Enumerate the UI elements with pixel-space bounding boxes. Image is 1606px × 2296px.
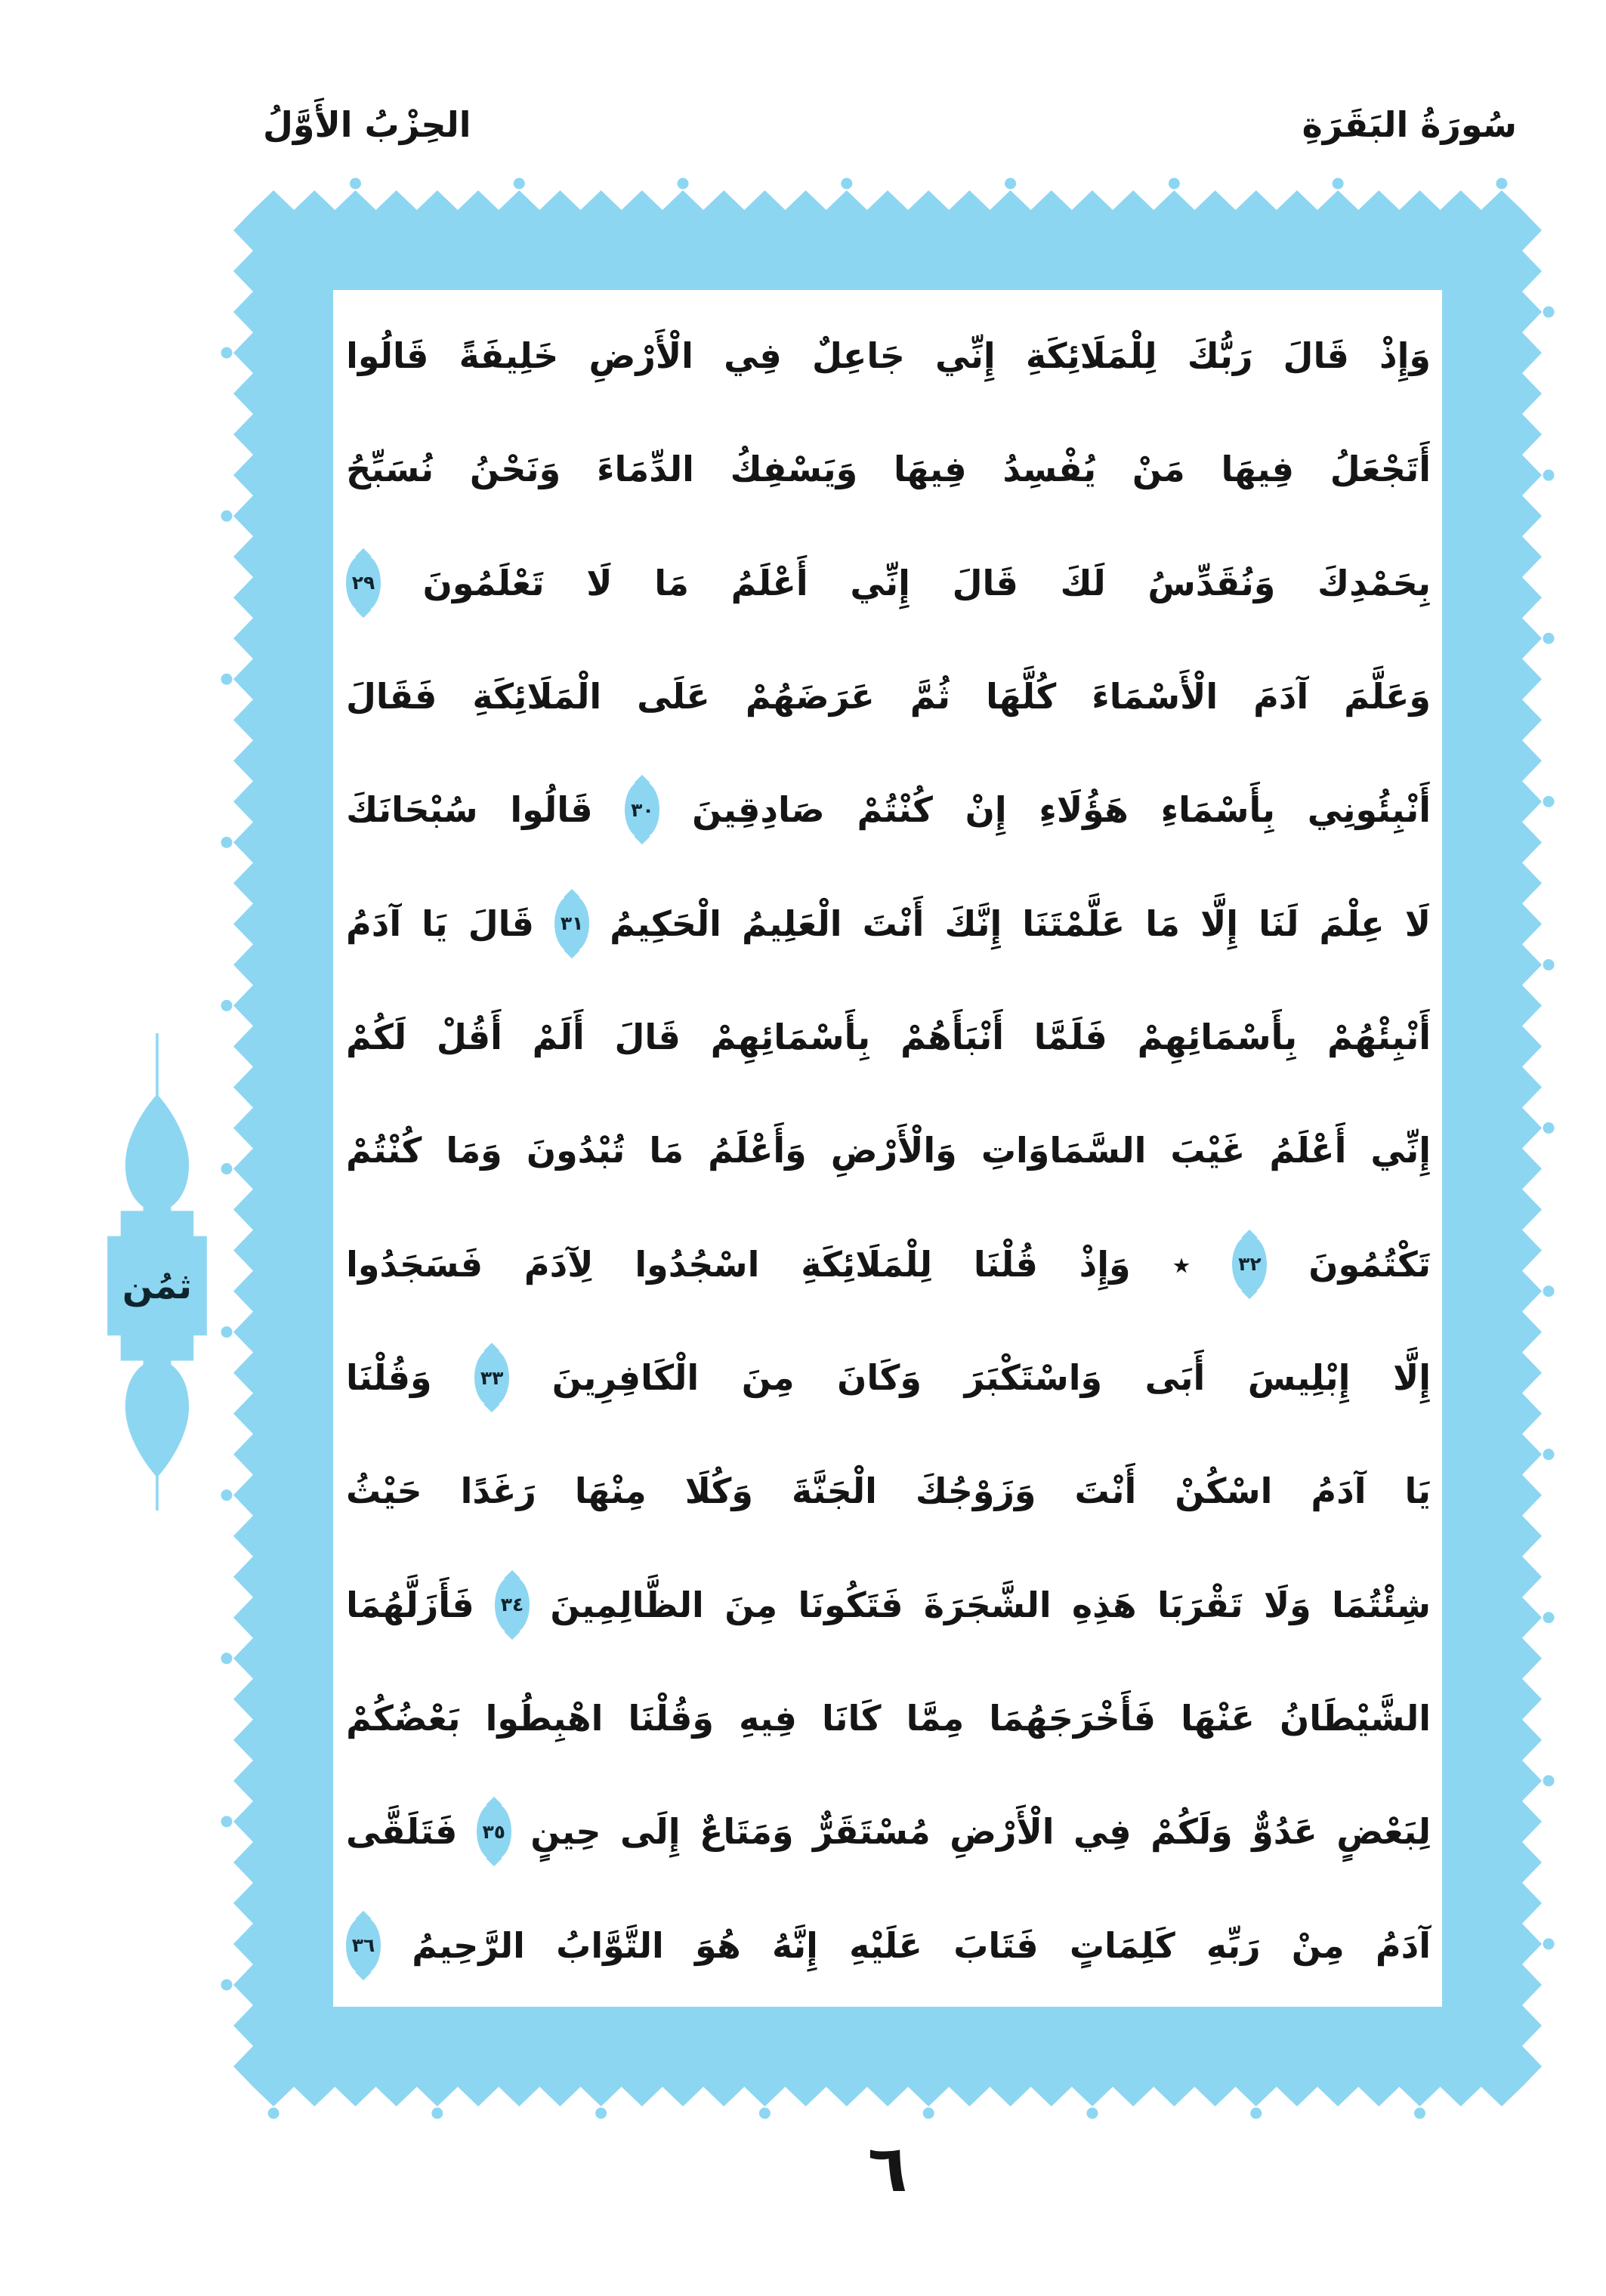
quran-word: قَالُوا	[346, 335, 429, 377]
quran-line	[346, 1321, 1431, 1434]
border-dot	[841, 178, 852, 190]
quran-word: مِنَ	[741, 1357, 795, 1399]
quran-word: عَلَّمْتَنَا	[1022, 903, 1126, 944]
quran-word: سُبْحَانَكَ	[346, 789, 478, 831]
quran-word: آدَمُ	[1375, 1924, 1431, 1966]
quran-word: عَلَيْهِ	[849, 1924, 922, 1966]
verse-number-marker	[474, 1349, 509, 1406]
quran-word: فَسَجَدُوا	[346, 1243, 483, 1285]
quran-word: تَقْرَبَا	[1157, 1584, 1243, 1625]
quran-word: قَالَ	[1283, 335, 1349, 377]
quran-word: مِمَّا	[906, 1698, 965, 1739]
border-dot	[350, 178, 361, 190]
border-dot	[221, 1653, 233, 1664]
quran-word: كُنْتُمْ	[857, 789, 933, 831]
border-dot	[221, 1000, 233, 1011]
border-dot	[1543, 307, 1555, 318]
quran-word: فَتَكُونَا	[798, 1584, 903, 1625]
quran-word: أَنْبِئْهُمْ	[1326, 1017, 1431, 1058]
quran-word: مَا	[649, 1130, 684, 1171]
quran-word: وَإِذْ	[1079, 1243, 1131, 1285]
quran-word: رَبِّهِ	[1206, 1924, 1261, 1966]
quran-word: عَنْهَا	[1181, 1698, 1255, 1739]
quran-word: قَالُوا	[510, 789, 593, 831]
quran-word: بَعْضُكُمْ	[346, 1698, 461, 1739]
quran-word: قُلْنَا	[973, 1243, 1038, 1285]
quran-word: فَأَزَلَّهُمَا	[346, 1584, 474, 1625]
quran-line	[346, 1208, 1431, 1321]
verse-number-marker	[346, 554, 381, 612]
quran-word: أَتَجْعَلُ	[1330, 449, 1431, 490]
quran-word: لِآدَمَ	[523, 1243, 594, 1285]
quran-word: أَعْلَمُ	[1269, 1130, 1347, 1171]
quran-word: تُبْدُونَ	[526, 1130, 625, 1171]
quran-word: وَنُقَدِّسُ	[1147, 562, 1276, 603]
quran-text-block	[346, 299, 1431, 2002]
border-dot	[221, 347, 233, 359]
quran-word: لِبَعْضٍ	[1336, 1811, 1431, 1853]
quran-word: يُفْسِدُ	[1002, 449, 1097, 490]
quran-word: الشَّيْطَانُ	[1280, 1698, 1431, 1739]
quran-word: حِينٍ	[530, 1811, 601, 1853]
quran-line	[346, 1662, 1431, 1775]
quran-word: مُسْتَقَرٌّ	[812, 1811, 931, 1853]
border-dot	[1543, 470, 1555, 481]
quran-word: مَا	[654, 562, 689, 603]
quran-word: فَلَمَّا	[1033, 1017, 1107, 1058]
quran-word: تَعْلَمُونَ	[422, 562, 545, 603]
border-dot	[923, 2108, 934, 2119]
verse-number: ٢٩	[351, 572, 375, 594]
border-dot	[221, 1979, 233, 1990]
quran-word: وَمَتَاعٌ	[699, 1811, 794, 1853]
quran-line	[346, 1434, 1431, 1548]
quran-word: أَلَمْ	[532, 1017, 585, 1058]
hizb-label: الحِزْبُ الأَوَّلُ	[263, 104, 471, 145]
quran-word: إِنْ	[965, 789, 1007, 831]
quran-word: وَقُلْنَا	[628, 1698, 715, 1739]
quran-word: الْأَسْمَاءَ	[1092, 676, 1218, 718]
border-dot	[759, 2108, 771, 2119]
quran-word: بِحَمْدِكَ	[1317, 562, 1431, 603]
border-dot	[268, 2108, 280, 2119]
quran-word: أَنْبِئُونِي	[1307, 789, 1431, 831]
quran-word: كَلِمَاتٍ	[1069, 1924, 1175, 1966]
border-dot	[514, 178, 525, 190]
border-dot	[1543, 1285, 1555, 1297]
quran-word: إِبْلِيسَ	[1247, 1357, 1351, 1399]
quran-word: لِلْمَلَائِكَةِ	[801, 1243, 933, 1285]
border-dot	[1543, 1775, 1555, 1786]
quran-word: وَكَانَ	[837, 1357, 922, 1399]
quran-line	[346, 867, 1431, 980]
quran-word: بِأَسْمَائِهِمْ	[710, 1017, 871, 1058]
quran-word: ٭	[1172, 1243, 1191, 1285]
quran-word: الْكَافِرِينَ	[551, 1357, 700, 1399]
border-dot	[221, 674, 233, 685]
quran-word: فَتَلَقَّى	[346, 1811, 458, 1853]
verse-number: ٣١	[560, 912, 584, 935]
quran-word: لَكُمْ	[346, 1017, 407, 1058]
quran-line	[346, 1094, 1431, 1207]
quran-word: الشَّجَرَةَ	[923, 1584, 1052, 1625]
verse-number-marker	[625, 781, 659, 838]
quran-word: عَرَضَهُمْ	[745, 676, 875, 718]
quran-word: كُنْتُمْ	[346, 1130, 422, 1171]
quran-word: خَلِيفَةً	[459, 335, 559, 377]
quran-word: وَكُلَا	[684, 1470, 754, 1512]
border-dot	[221, 511, 233, 522]
page-number: ٦	[867, 2131, 908, 2207]
quran-word: اسْكُنْ	[1175, 1470, 1273, 1512]
quran-word: التَّوَّابُ	[556, 1924, 664, 1966]
border-dot	[595, 2108, 607, 2119]
quran-line	[346, 640, 1431, 753]
quran-word: عَلَى	[637, 676, 710, 718]
quran-word: إِنَّكَ	[944, 903, 1002, 944]
quran-word: الْأَرْضِ	[950, 1811, 1055, 1853]
quran-word: شِئْتُمَا	[1332, 1584, 1431, 1625]
quran-word: وَعَلَّمَ	[1344, 676, 1431, 718]
verse-number-marker	[346, 1917, 381, 1974]
quran-word: لَا	[586, 562, 613, 603]
quran-word: فِي	[724, 335, 782, 377]
quran-word: أَقُلْ	[436, 1017, 502, 1058]
quran-line	[346, 753, 1431, 866]
quran-word: إِنِّي	[1370, 1130, 1431, 1171]
quran-word: وَيَسْفِكُ	[730, 449, 858, 490]
quran-word: فَتَابَ	[953, 1924, 1039, 1966]
quran-word: الْعَلِيمُ	[741, 903, 842, 944]
border-dot	[1496, 178, 1507, 190]
quran-line	[346, 1775, 1431, 1888]
verse-number: ٣٥	[482, 1820, 506, 1843]
border-dot	[1543, 796, 1555, 807]
quran-word: أَنْتَ	[862, 903, 925, 944]
quran-word: بِأَسْمَائِهِمْ	[1137, 1017, 1298, 1058]
border-dot	[1086, 2108, 1098, 2119]
quran-word: عَدُوٌّ	[1252, 1811, 1317, 1853]
quran-line	[346, 526, 1431, 640]
quran-word: فِيهَا	[1221, 449, 1295, 490]
quran-word: مِنْ	[1291, 1924, 1345, 1966]
verse-number: ٣٣	[480, 1366, 504, 1389]
thumn-margin-ornament	[89, 1033, 225, 1511]
quran-word: الْأَرْضِ	[588, 335, 693, 377]
quran-word: فَقَالَ	[346, 676, 437, 718]
quran-line	[346, 1889, 1431, 2002]
quran-word: مِنَ	[724, 1584, 778, 1625]
border-dot	[1543, 1938, 1555, 1949]
border-dot	[1543, 1612, 1555, 1623]
quran-word: عِلْمَ	[1319, 903, 1385, 944]
quran-word: الظَّالِمِينَ	[550, 1584, 704, 1625]
border-dot	[1250, 2108, 1262, 2119]
quran-word: أَنْتَ	[1074, 1470, 1137, 1512]
verse-number: ٣٤	[500, 1594, 524, 1616]
quran-line	[346, 412, 1431, 526]
quran-word: أَعْلَمُ	[730, 562, 808, 603]
quran-word: نُسَبِّحُ	[346, 449, 434, 490]
quran-word: لَا	[1404, 903, 1431, 944]
quran-word: آدَمُ	[346, 903, 402, 944]
border-dot	[431, 2108, 443, 2119]
verse-number-marker	[1232, 1236, 1267, 1293]
quran-word: وَأَعْلَمُ	[708, 1130, 807, 1171]
quran-line	[346, 980, 1431, 1094]
quran-word: وَإِذْ	[1379, 335, 1431, 377]
quran-word: لَكَ	[1060, 562, 1106, 603]
quran-word: اسْجُدُوا	[635, 1243, 760, 1285]
quran-word: الْحَكِيمُ	[610, 903, 721, 944]
border-dot	[221, 837, 233, 848]
border-dot	[1543, 633, 1555, 644]
quran-word: مِنْهَا	[574, 1470, 647, 1512]
quran-word: رَبُّكَ	[1187, 335, 1253, 377]
quran-word: وَقُلْنَا	[346, 1357, 432, 1399]
quran-word: الْمَلَائِكَةِ	[472, 676, 602, 718]
quran-word: وَلَا	[1263, 1584, 1311, 1625]
quran-word: أَنْبَأَهُمْ	[900, 1017, 1005, 1058]
quran-word: يَا	[422, 903, 448, 944]
quran-word: صَادِقِينَ	[692, 789, 825, 831]
quran-word: وَمَا	[446, 1130, 502, 1171]
quran-word: تَكْتُمُونَ	[1308, 1243, 1431, 1285]
quran-word: كَانَا	[821, 1698, 882, 1739]
quran-word: الرَّحِيمُ	[412, 1924, 525, 1966]
quran-word: كُلَّهَا	[986, 676, 1057, 718]
border-dot	[1543, 1122, 1555, 1134]
quran-word: فِيهَا	[894, 449, 967, 490]
verse-number-marker	[477, 1803, 511, 1860]
quran-word: فَأَخْرَجَهُمَا	[989, 1698, 1157, 1739]
quran-word: مَنْ	[1132, 449, 1185, 490]
quran-word: فِيهِ	[739, 1698, 797, 1739]
quran-word: جَاعِلٌ	[811, 335, 905, 377]
quran-word: أَبَى	[1144, 1357, 1206, 1399]
quran-word: إِلَى	[619, 1811, 681, 1853]
border-dot	[1333, 178, 1344, 190]
border-dot	[678, 178, 689, 190]
quran-word: الدِّمَاءَ	[597, 449, 694, 490]
quran-word: وَلَكُمْ	[1150, 1811, 1233, 1853]
thumn-label: ثمُن	[122, 1266, 193, 1308]
quran-word: وَنَحْنُ	[469, 449, 561, 490]
quran-word: اهْبِطُوا	[485, 1698, 604, 1739]
quran-word: حَيْثُ	[346, 1470, 422, 1512]
quran-word: هَذِهِ	[1071, 1584, 1137, 1625]
border-dot	[1005, 178, 1016, 190]
quran-word: قَالَ	[614, 1017, 681, 1058]
border-dot	[1543, 959, 1555, 971]
quran-word: إِلَّا	[1200, 903, 1239, 944]
quran-word: وَزَوْجُكَ	[915, 1470, 1036, 1512]
border-dot	[1169, 178, 1180, 190]
quran-word: غَيْبَ	[1170, 1130, 1246, 1171]
border-dot	[221, 1816, 233, 1827]
quran-word: يَا	[1404, 1470, 1431, 1512]
quran-word: وَالْأَرْضِ	[830, 1130, 957, 1171]
quran-word: هَؤُلَاءِ	[1039, 789, 1129, 831]
quran-word: آدَمُ	[1311, 1470, 1367, 1512]
border-dot	[1414, 2108, 1425, 2119]
quran-word: مَا	[1145, 903, 1180, 944]
verse-number-marker	[495, 1576, 530, 1634]
quran-word: فِي	[1073, 1811, 1132, 1853]
quran-word: قَالَ	[468, 903, 535, 944]
quran-word: آدَمَ	[1253, 676, 1309, 718]
quran-word: وَاسْتَكْبَرَ	[964, 1357, 1103, 1399]
quran-word: إِلَّا	[1392, 1357, 1431, 1399]
quran-word: إِنِّي	[935, 335, 996, 377]
quran-line	[346, 299, 1431, 412]
verse-number: ٣٢	[1238, 1253, 1262, 1276]
verse-number-marker	[554, 895, 589, 952]
quran-word: بِأَسْمَاءِ	[1160, 789, 1276, 831]
quran-word: قَالَ	[952, 562, 1018, 603]
quran-word: لِلْمَلَائِكَةِ	[1025, 335, 1157, 377]
surah-label: سُورَةُ البَقَرَةِ	[1302, 104, 1517, 145]
quran-word: السَّمَاوَاتِ	[981, 1130, 1147, 1171]
verse-number: ٣٠	[631, 798, 654, 821]
border-dot	[1543, 1449, 1555, 1460]
quran-word: رَغَدًا	[460, 1470, 536, 1512]
quran-line	[346, 1548, 1431, 1662]
quran-word: الْجَنَّةَ	[792, 1470, 877, 1512]
quran-word: هُوَ	[695, 1924, 741, 1966]
quran-word: إِنِّي	[850, 562, 910, 603]
verse-number: ٣٦	[351, 1934, 375, 1957]
quran-word: ثُمَّ	[910, 676, 951, 718]
quran-word: إِنَّهُ	[771, 1924, 818, 1966]
quran-word: لَنَا	[1259, 903, 1299, 944]
